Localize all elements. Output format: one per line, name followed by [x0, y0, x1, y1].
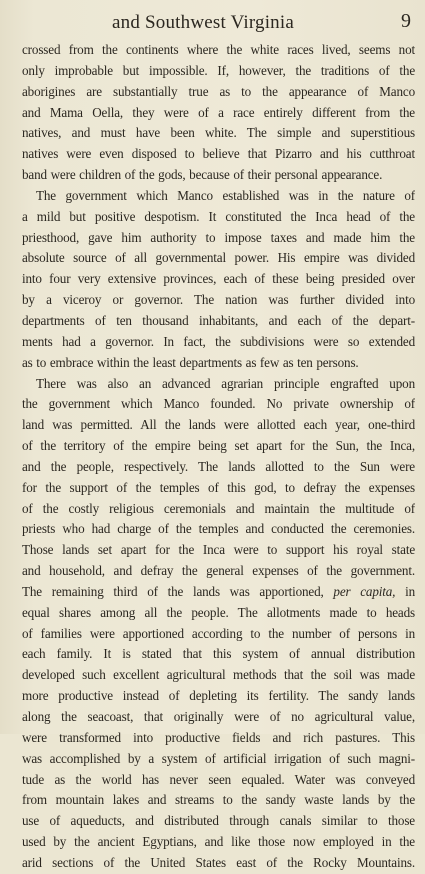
text-line: natives were even disposed to believe that Pizarro and his cutthroat	[22, 146, 415, 162]
text-line: band were children of the gods, because of their personal appearance.	[22, 167, 383, 183]
text-segment: The remaining third of the lands was apportioned,	[22, 583, 324, 599]
text-line: of the territory of the empire being set apart for the Sun, the Inca,	[22, 438, 415, 454]
text-line: land was permitted. All the lands were allotted each year, one-third	[22, 417, 415, 433]
text-line: each family. It is stated that this system of annual distribution	[22, 646, 415, 662]
text-line: departments of ten thousand inhabitants, and each of the depart-	[22, 312, 415, 328]
text-line: and household, and defray the general expenses of the government.	[22, 563, 415, 579]
text-line: The government which Manco established was in the nature of	[36, 187, 415, 203]
text-line: used by the ancient Egyptians, and like those now employed in the	[22, 834, 415, 850]
text-line: use of aqueducts, and distributed through canals similar to those	[22, 813, 415, 829]
text-line: and the people, respectively. The lands allotted to the Sun were	[22, 458, 415, 474]
text-line: of the costly religious ceremonials and maintain the multitude of	[22, 500, 415, 516]
text-line: from mountain lakes and streams to the sandy waste lands by the	[22, 792, 415, 808]
text-line: aborigines are substantially true as to the appearance of Manco	[22, 83, 415, 99]
text-line: was accomplished by a system of artificial irrigation of such magni-	[22, 750, 415, 766]
text-line: only improbable but impossible. If, however, the traditions of the	[22, 62, 415, 78]
text-line: into four very extensive provinces, each of these being presided over	[22, 271, 415, 287]
text-line: a mild but positive despotism. It constituted the Inca head of the	[22, 208, 415, 224]
body-text	[22, 40, 415, 874]
text-line: for the support of the temples of this god, to defray the expenses	[22, 479, 415, 495]
text-line: as to embrace within the least departments as few as ten persons.	[22, 354, 359, 370]
text-line: by a viceroy or governor. The nation was further divided into	[22, 292, 415, 308]
text-segment: in	[395, 583, 415, 599]
text-line: equal shares among all the people. The allotments made to heads	[22, 604, 415, 620]
text-line: There was also an advanced agrarian principle engrafted upon	[36, 375, 415, 391]
page-number: 9	[401, 10, 411, 32]
italic-phrase: per capita,	[333, 583, 396, 599]
text-line: and Mama Oella, they were of a race entirely different from the	[22, 104, 415, 120]
text-line: more productive instead of depleting its fertility. The sandy lands	[22, 688, 415, 704]
text-line: of families were apportioned according to the number of persons in	[22, 625, 415, 641]
text-line: tude as the world has never seen equaled. Water was conveyed	[22, 771, 415, 787]
text-line: the government which Manco founded. No private ownership of	[22, 396, 415, 412]
page-header	[22, 10, 415, 40]
text-line: were transformed into productive fields and rich pastures. This	[22, 729, 415, 745]
text-line: priesthood, gave him authority to impose taxes and made him the	[22, 229, 415, 245]
text-line: priests who had charge of the temples and conducted the ceremonies.	[22, 521, 415, 537]
text-line: developed such excellent agricultural methods that the soil was made	[22, 667, 415, 683]
text-line: along the seacoast, that originally were of no agricultural value,	[22, 709, 415, 724]
text-line: absolute source of all governmental power. His empire was divided	[22, 250, 415, 266]
text-line: natives, and must have been white. The simple and superstitious	[22, 125, 415, 141]
text-line-with-italic	[22, 582, 415, 603]
text-line: crossed from the continents where the white races lived, seems not	[22, 42, 415, 57]
text-line: Those lands set apart for the Inca were to support his royal state	[22, 542, 415, 558]
text-line: ments had a governor. In fact, the subdivisions were so extended	[22, 333, 415, 349]
running-head: and Southwest Virginia	[112, 12, 294, 33]
text-line: arid sections of the United States east of the Rocky Mountains.	[22, 854, 415, 870]
